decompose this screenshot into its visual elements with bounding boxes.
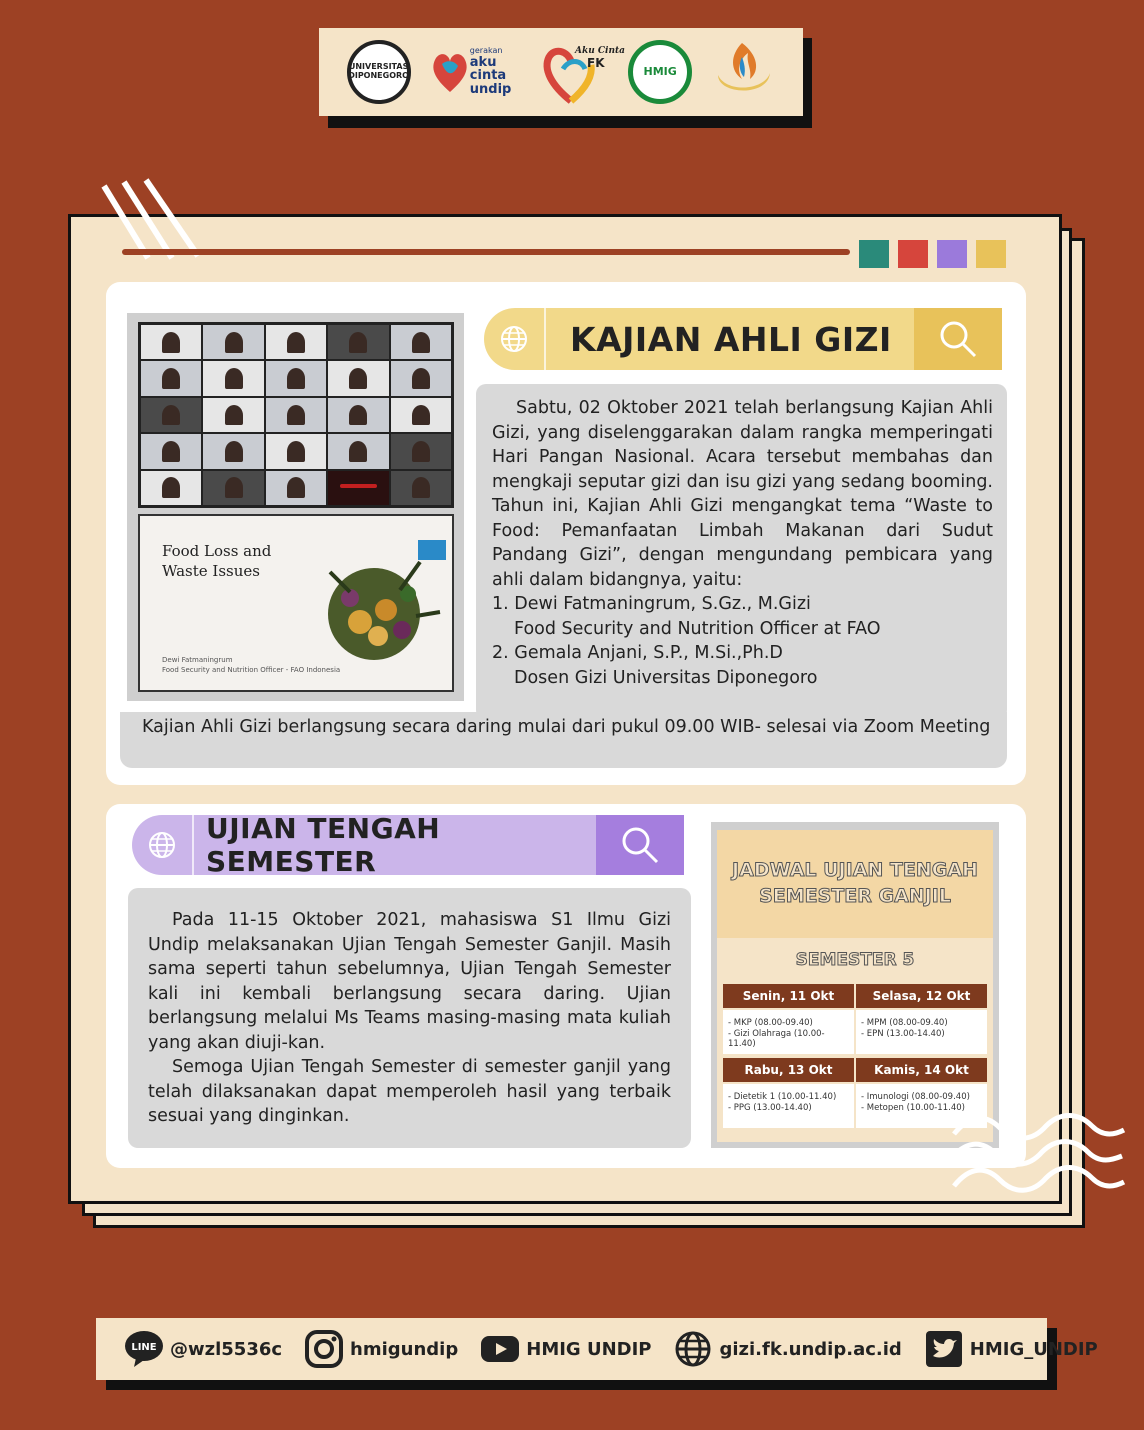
accent-square-purple: [937, 240, 967, 268]
uts-description: [128, 888, 691, 1148]
line-handle: @wzl5536c: [170, 1338, 283, 1360]
slot-line: - EPN (13.00-14.40): [861, 1028, 945, 1039]
slot-line: - Metopen (10.00-11.40): [861, 1102, 965, 1113]
speaker-1-name: 1. Dewi Fatmaningrum, S.Gz., M.Gizi: [492, 594, 811, 614]
slot-line: - MKP (08.00-09.40): [728, 1018, 813, 1028]
aku-cinta-fk-logo: [539, 40, 625, 104]
flame-icon: [708, 37, 778, 107]
kajian-closing: Kajian Ahli Gizi berlangsung secara daring mulai dari pukul 09.00 WIB- selesai via Zoom Meeting: [142, 717, 991, 737]
globe-icon: [484, 308, 546, 370]
twitter-icon: [924, 1329, 964, 1369]
line-icon: [124, 1329, 164, 1369]
search-icon: [596, 815, 684, 875]
hmig-logo: HMIG: [628, 40, 692, 104]
twitter-handle: HMIG_UNDIP: [969, 1338, 1098, 1360]
search-icon: [914, 308, 1002, 370]
undip-logo: UNIVERSITAS DIPONEGORO: [347, 40, 411, 104]
svg-text:Aku Cinta: Aku Cinta: [574, 46, 625, 56]
social-instagram[interactable]: [304, 1329, 458, 1369]
slide-role: Food Security and Nutrition Officer - FAO Indonesia: [162, 665, 341, 674]
instagram-icon: [304, 1329, 344, 1369]
uts-paragraph-2: Semoga Ujian Tengah Semester di semester ganjil yang telah dilaksanakan dapat memperoleh hasil yang terbaik sesuai yang dinginkan.: [148, 1057, 671, 1126]
logo-bar: [319, 28, 803, 116]
globe-icon: [132, 815, 194, 875]
accent-square-yellow: [976, 240, 1006, 268]
website-url: gizi.fk.undip.ac.id: [719, 1338, 902, 1360]
uts-title-pill: [132, 812, 684, 878]
heart-icon: [430, 48, 470, 96]
social-twitter[interactable]: [924, 1329, 1098, 1369]
youtube-icon: [480, 1329, 520, 1369]
logo-small-text: gerakan: [469, 46, 503, 56]
kajian-title-pill: [484, 308, 1002, 370]
schedule-poster-inner: [717, 830, 993, 1142]
kajian-description: [476, 384, 1007, 720]
logo-text: aku cinta undip: [469, 54, 512, 98]
slot-line: - Imunologi (08.00-09.40): [861, 1092, 970, 1102]
svg-text:FK: FK: [586, 56, 605, 70]
social-website[interactable]: [673, 1329, 901, 1369]
instagram-handle: hmigundip: [350, 1338, 459, 1360]
divider-line: [122, 249, 850, 255]
schedule-semester: SEMESTER 5: [795, 950, 915, 970]
schedule-day: Selasa, 12 Okt: [856, 984, 987, 1008]
slot-line: - Dietetik 1 (10.00-11.40): [728, 1092, 837, 1102]
schedule-day: Kamis, 14 Okt: [856, 1058, 987, 1082]
speaker-2-role: Dosen Gizi Universitas Diponegoro: [514, 667, 818, 688]
schedule-heading: JADWAL UJIAN TENGAH SEMESTER GANJIL: [717, 830, 993, 938]
cinta-fk-heart-icon: [541, 39, 625, 105]
slot-line: - Gizi Olahraga (10.00-11.40): [728, 1028, 825, 1050]
accent-square-teal: [859, 240, 889, 268]
social-footer: [96, 1318, 1098, 1380]
globe-icon: [673, 1329, 713, 1369]
social-line[interactable]: [124, 1329, 282, 1369]
youtube-channel: HMIG UNDIP: [526, 1338, 652, 1360]
speaker-1-role: Food Security and Nutrition Officer at FAO: [514, 618, 881, 639]
schedule-slot: [723, 1010, 854, 1054]
line-icon-text: LINE: [131, 1342, 157, 1353]
kajian-title: KAJIAN AHLI GIZI: [570, 319, 892, 359]
slide-author: Dewi Fatmaningrum: [162, 656, 233, 664]
kajian-paragraph: Sabtu, 02 Oktober 2021 telah berlangsung Kajian Ahli Gizi, yang diselenggarakan dalam rangka memperingati Hari Pangan Nasional. Acara tersebut membahas dan mengkaji seputar gizi dan isu gizi yang sedang booming. Tahun ini, Kajian Ahli Gizi mengangkat tema “Waste to Food: Pemanfaatan Limbah Makanan dari Sudut Pandang Gizi”, dengan mengundang pembicara yang ahli dalam bidangnya, yaitu:: [492, 398, 993, 590]
kajian-closing-box: [120, 712, 1007, 768]
slot-line: - MPM (08.00-09.40): [861, 1018, 948, 1028]
schedule-day: Rabu, 13 Okt: [723, 1058, 854, 1082]
speaker-2-name: 2. Gemala Anjani, S.P., M.Si.,Ph.D: [492, 643, 783, 663]
uts-title: UJIAN TENGAH SEMESTER: [206, 812, 441, 878]
schedule-slot: [856, 1010, 987, 1054]
social-youtube[interactable]: [480, 1329, 651, 1369]
slide-title: Food Loss and Waste Issues: [162, 542, 272, 580]
schedule-day: Senin, 11 Okt: [723, 984, 854, 1008]
flame-logo: [711, 40, 775, 104]
accent-square-red: [898, 240, 928, 268]
slot-line: - PPG (13.00-14.40): [728, 1102, 812, 1113]
zoom-participant-grid: [138, 322, 454, 508]
schedule-slot: [723, 1084, 854, 1128]
wave-decoration: [940, 1100, 1130, 1200]
aku-cinta-undip-logo: [430, 40, 520, 104]
uts-paragraph-1: Pada 11-15 Oktober 2021, mahasiswa S1 Ilmu Gizi Undip melaksanakan Ujian Tengah Semester Ganjil. Masih sama seperti tahun sebelumnya, Ujian Tengah Semester kali ini kembali berlangsung secara daring. Ujian berlangsung melalui Ms Teams masing-masing mata kuliah yang akan diuji-kan.: [148, 910, 671, 1053]
presentation-slide: [138, 514, 454, 692]
food-collage-image: [290, 532, 450, 682]
